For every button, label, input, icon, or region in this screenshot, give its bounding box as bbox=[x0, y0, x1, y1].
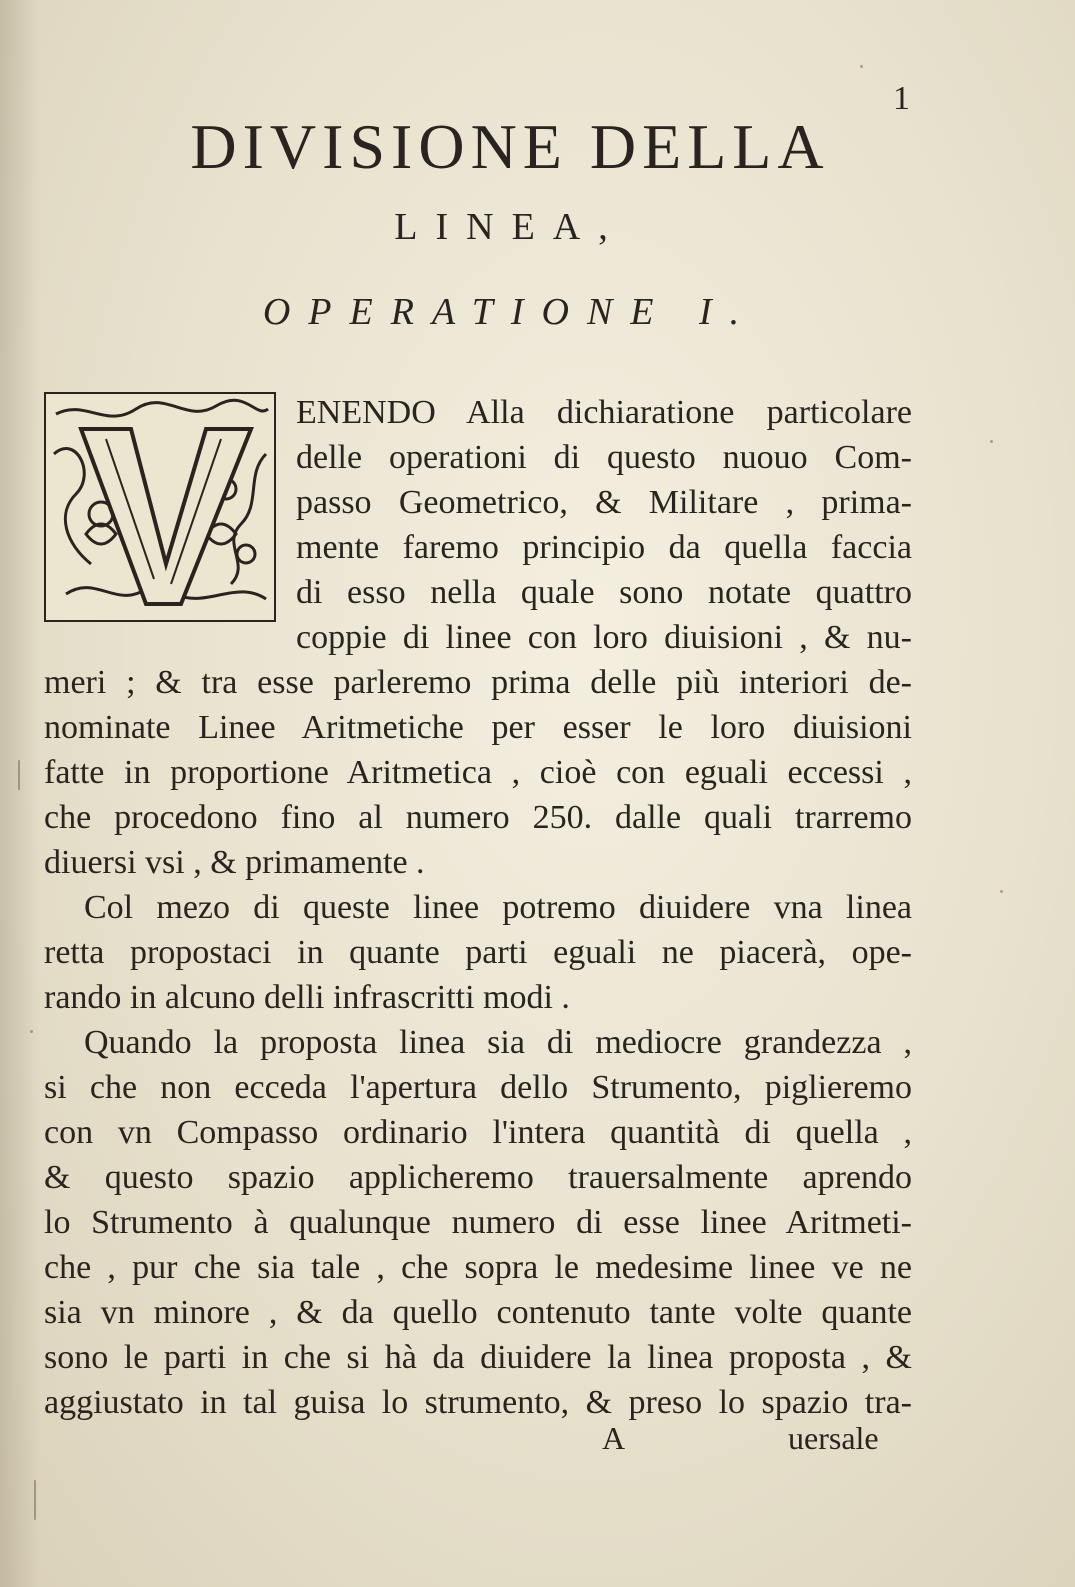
text-line-14: rando in alcuno delli infrascritti modi . bbox=[44, 979, 570, 1016]
text-line-15: Quando la proposta linea sia di mediocre grandezza , bbox=[84, 1024, 912, 1061]
catchword: uersale bbox=[788, 1420, 879, 1456]
text-line-21: sia vn minore , & da quello contenuto tante volte quante bbox=[44, 1294, 912, 1331]
text-line-1: ENENDO Alla dichiaratione particolare bbox=[296, 394, 912, 431]
text-line-2: delle operationi di questo nuouo Com- bbox=[296, 439, 912, 476]
text-line-3: passo Geometrico, & Militare , prima- bbox=[296, 484, 912, 521]
text-line-6: coppie di linee con loro diuisioni , & nu- bbox=[296, 619, 912, 656]
text-line-22: sono le parti in che si hà da diuidere la linea proposta , & bbox=[44, 1339, 912, 1376]
signature-mark: A bbox=[602, 1420, 626, 1456]
chapter-subtitle: LINEA, bbox=[394, 206, 626, 248]
text-line-11: diuersi vsi , & primamente . bbox=[44, 844, 425, 881]
decorated-initial-v-icon bbox=[46, 394, 274, 620]
gutter-shadow bbox=[0, 0, 40, 1587]
text-line-17: con vn Compasso ordinario l'intera quantità di quella , bbox=[44, 1114, 912, 1151]
text-line-23: aggiustato in tal guisa lo strumento, & preso lo spazio tra- bbox=[44, 1384, 912, 1421]
text-line-13: retta propostaci in quante parti eguali ne piacerà, ope- bbox=[44, 934, 912, 971]
text-line-19: lo Strumento à qualunque numero di esse linee Aritmeti- bbox=[44, 1204, 912, 1241]
text-line-5: di esso nella quale sono notate quattro bbox=[296, 574, 912, 611]
text-line-7: meri ; & tra esse parleremo prima delle più interiori de- bbox=[44, 664, 912, 701]
decorated-initial bbox=[44, 392, 276, 622]
text-line-9: fatte in proportione Aritmetica , cioè con eguali eccessi , bbox=[44, 754, 912, 791]
text-line-8: nominate Linee Aritmetiche per esser le loro diuisioni bbox=[44, 709, 912, 746]
text-line-4: mente faremo principio da quella faccia bbox=[296, 529, 912, 566]
operation-heading: OPERATIONE I. bbox=[262, 291, 758, 333]
text-line-20: che , pur che sia tale , che sopra le medesime linee ve ne bbox=[44, 1249, 912, 1286]
text-line-10: che procedono fino al numero 250. dalle quali trarremo bbox=[44, 799, 912, 836]
text-line-18: & questo spazio applicheremo trauersalmente aprendo bbox=[44, 1159, 912, 1196]
text-line-16: si che non ecceda l'apertura dello Strumento, piglieremo bbox=[44, 1069, 912, 1106]
text-line-12: Col mezo di queste linee potremo diuidere vna linea bbox=[84, 889, 912, 926]
chapter-title: DIVISIONE DELLA bbox=[190, 111, 830, 182]
page-number: 1 bbox=[893, 80, 910, 117]
